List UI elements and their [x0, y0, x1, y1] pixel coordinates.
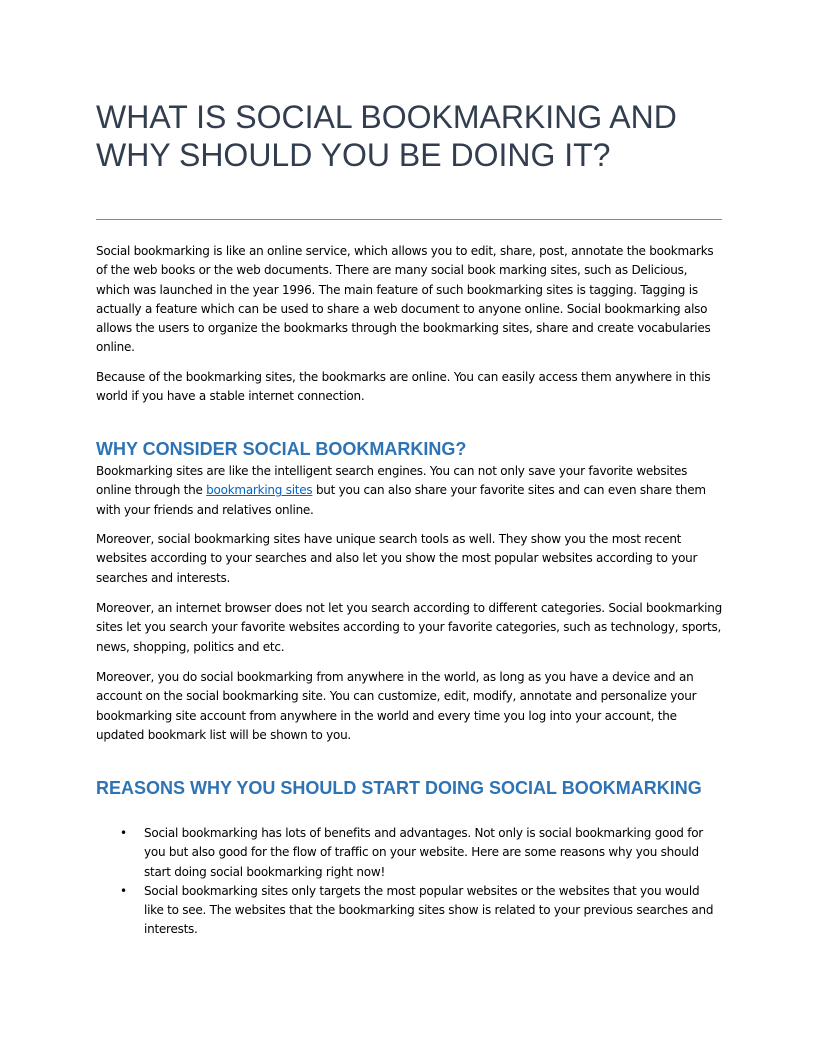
- list-item: [96, 824, 722, 882]
- section1-paragraph-1-text-a: Bookmarking sites are like the intelligent search engines. You can not only save your favorite websites online through the: [96, 464, 688, 498]
- section-heading-reasons: REASONS WHY YOU SHOULD START DOING SOCIAL BOOKMARKING: [96, 778, 702, 798]
- section1-paragraph-1: [96, 462, 722, 520]
- section1-paragraph-4: Moreover, you do social bookmarking from anywhere in the world, as long as you have a device and an account on the social bookmarking site. You can customize, edit, modify, annotate and personalize your bookmarking site account from anywhere in the world and every time you log into your account, the updated bookmark list will be shown to you.: [96, 670, 697, 742]
- section1-paragraph-1-text-b: but you can also share your favorite sites and can even share them with your friends and relatives online.: [96, 483, 706, 517]
- bullet-dot-icon: •: [120, 826, 127, 840]
- section1-paragraph-3: Moreover, an internet browser does not let you search according to different categories. Social bookmarking sites let you search your favorite websites according to your favorite categories, such as technology, sports, news, shopping, politics and etc.: [96, 601, 722, 654]
- list-item: [96, 882, 722, 940]
- document-title: WHAT IS SOCIAL BOOKMARKING AND WHY SHOULD YOU BE DOING IT?: [96, 99, 677, 173]
- section-heading-why-consider: WHY CONSIDER SOCIAL BOOKMARKING?: [96, 439, 467, 459]
- intro-paragraph-2: Because of the bookmarking sites, the bookmarks are online. You can easily access them anywhere in this world if you have a stable internet connection.: [96, 370, 711, 404]
- section1-paragraph-2: Moreover, social bookmarking sites have unique search tools as well. They show you the most recent websites according to your searches and also let you show the most popular websites according to your searches and interests.: [96, 532, 698, 585]
- reasons-bullet-list: [96, 824, 722, 940]
- bookmarking-sites-link[interactable]: bookmarking sites: [206, 483, 313, 498]
- title-underline-rule: [96, 219, 722, 220]
- intro-paragraph-1: Social bookmarking is like an online service, which allows you to edit, share, post, annotate the bookmarks of the web books or the web documents. There are many social book marking sites, such as Delicious, which was launched in the year 1996. The main feature of such bookmarking sites is tagging. Tagging is actually a feature which can be used to share a web document to anyone online. Social bookmarking also allows the users to organize the bookmarks through the bookmarking sites, share and create vocabularies online.: [96, 244, 714, 355]
- list-item-text: Social bookmarking has lots of benefits and advantages. Not only is social bookmarking good for you but also good for the flow of traffic on your website. Here are some reasons why you should start doing social bookmarking right now!: [144, 826, 703, 879]
- bullet-dot-icon: •: [120, 883, 127, 898]
- list-item-text: Social bookmarking sites only targets the most popular websites or the websites that you would like to see. The websites that the bookmarking sites show is related to your previous searches and interests.: [144, 883, 714, 937]
